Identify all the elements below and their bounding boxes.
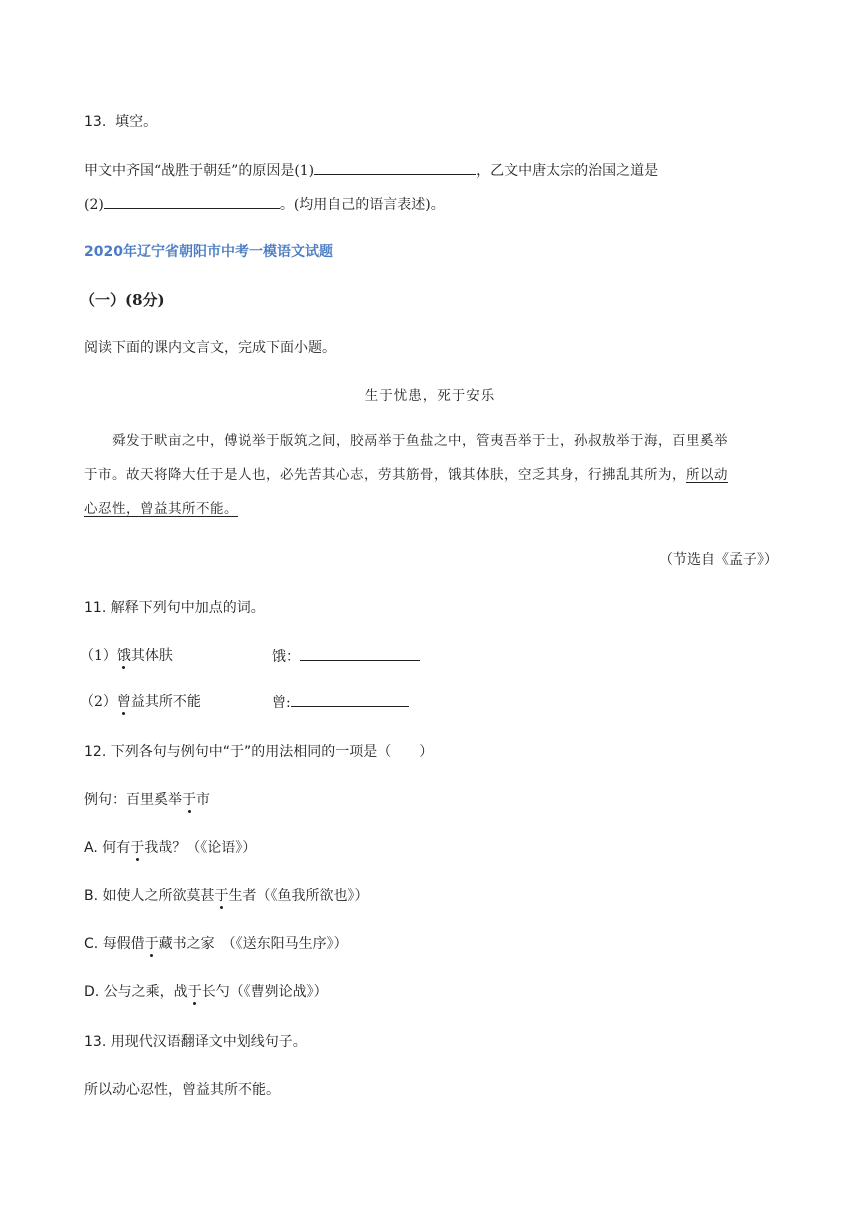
passage-line-3 — [84, 492, 778, 526]
underlined-sentence-part-2: 心忍性，曾益其所不能。 — [84, 501, 238, 517]
emphasis-dot-char: 于 — [144, 936, 159, 952]
passage-line-2: 于市。故天将降大任于是人也，必先苦其心志，劳其筋骨，饿其体肤，空乏其身，行拂乱其所为，所以动 — [84, 467, 728, 483]
question-13-stem: 13. 用现代汉语翻译文中划线句子。 — [84, 1034, 307, 1050]
passage-title: 生于忧患，死于安乐 — [364, 388, 496, 404]
option-c[interactable]: C. 每假借于藏书之家 （《送东阳马生序》） — [84, 936, 348, 952]
passage-source: （节选自《孟子》） — [659, 552, 778, 568]
answer-blank-2[interactable] — [104, 194, 280, 209]
emphasis-dot-char: 于 — [187, 984, 202, 1000]
question-13-top-line1: 甲文中齐国“战胜于朝廷”的原因是(1) ，乙文中唐太宗的治国之道是 — [84, 160, 658, 181]
emphasis-dot-char: 于 — [214, 888, 229, 904]
passage-body — [84, 424, 778, 526]
answer-blank-1[interactable] — [314, 160, 476, 175]
emphasis-dot-char: 于 — [182, 792, 196, 808]
passage-line-1: 舜发于畎亩之中，傅说举于版筑之间，胶鬲举于鱼盐之中，管夷吾举于士，孙叔敖举于海，百里奚举 — [112, 433, 728, 449]
exam-title: 2020年辽宁省朝阳市中考一模语文试题 — [84, 244, 333, 260]
question-11-answer-2: 曾: — [272, 692, 409, 713]
answer-blank-11-1[interactable] — [300, 646, 420, 661]
instruction-text: 阅读下面的课内文言文，完成下面小题。 — [84, 340, 336, 356]
underlined-sentence-part-1: 所以动 — [686, 467, 728, 483]
answer-blank-11-2[interactable] — [291, 692, 409, 707]
emphasis-dot-char: 曾 — [116, 694, 131, 710]
question-13-sentence: 所以动心忍性，曾益其所不能。 — [84, 1082, 280, 1098]
question-12-example: 例句：百里奚举于市 — [84, 792, 210, 808]
emphasis-dot-char: 饿 — [116, 648, 131, 664]
question-11-stem: 11. 解释下列句中加点的词。 — [84, 600, 265, 616]
question-11-answer-1: 饿： — [272, 646, 420, 667]
question-11-item-1: （1）饿其体肤 — [80, 648, 173, 664]
question-11-item-2: （2）曾益其所不能 — [80, 694, 201, 710]
question-13-top-line2: (2) 。(均用自己的语言表述)。 — [84, 194, 445, 215]
option-d[interactable]: D. 公与之乘，战于长勺（《曹刿论战》） — [84, 984, 328, 1000]
question-12-stem: 12. 下列各句与例句中“于”的用法相同的一项是（ ） — [84, 744, 434, 760]
question-13-top-title: 13. 填空。 — [84, 114, 158, 130]
option-b[interactable]: B. 如使人之所欲莫甚于生者（《鱼我所欲也》） — [84, 888, 369, 904]
section-heading: （一）(8分) — [80, 291, 165, 309]
emphasis-dot-char: 于 — [130, 840, 145, 856]
option-a[interactable]: A. 何有于我哉？（《论语》） — [84, 840, 257, 856]
